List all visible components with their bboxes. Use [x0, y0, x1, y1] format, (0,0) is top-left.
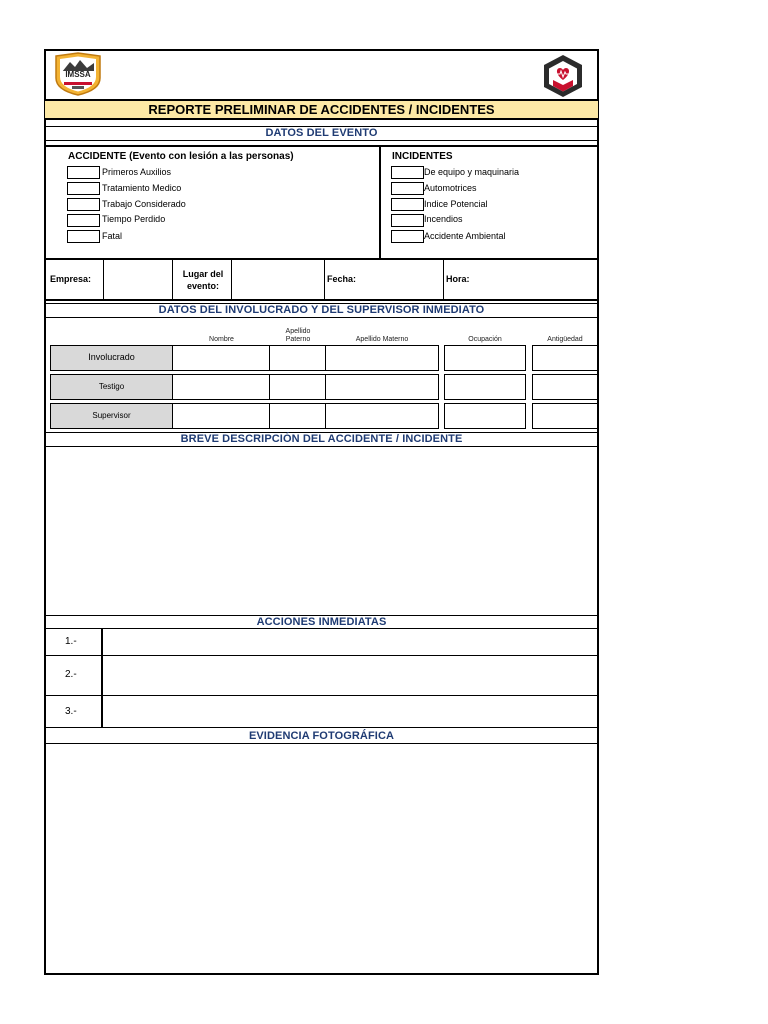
- nombre-field[interactable]: [172, 403, 270, 429]
- checkbox-fatal[interactable]: [67, 230, 100, 243]
- section-heading-descripcion: BREVE DESCRIPCIÓN DEL ACCIDENTE / INCIDENTE: [180, 433, 463, 445]
- hora-label: Hora:: [446, 274, 470, 284]
- apellido-paterno-field[interactable]: [269, 374, 326, 400]
- checkbox-equipo-maquinaria[interactable]: [391, 166, 424, 179]
- antiguedad-field[interactable]: [532, 374, 598, 400]
- antiguedad-field[interactable]: [532, 345, 598, 371]
- role-supervisor: Supervisor: [50, 403, 173, 429]
- section-heading-datos-evento: DATOS DEL EVENTO: [265, 127, 378, 139]
- checkbox-primeros-auxilios[interactable]: [67, 166, 100, 179]
- accion-2-field[interactable]: [103, 657, 597, 694]
- lugar-field[interactable]: [232, 260, 323, 299]
- incidente-item-label: Incendios: [424, 214, 463, 224]
- safety-heart-logo: [539, 53, 587, 99]
- checkbox-tiempo-perdido[interactable]: [67, 214, 100, 227]
- apellido-materno-field[interactable]: [325, 345, 439, 371]
- incidentes-title: INCIDENTES: [392, 151, 453, 162]
- nombre-field[interactable]: [172, 374, 270, 400]
- evidencia-photo-area[interactable]: [46, 745, 597, 973]
- incidente-item-label: Indice Potencial: [424, 199, 488, 209]
- section-heading-acciones: ACCIONES INMEDIATAS: [256, 616, 387, 628]
- column-header-apellido-materno: Apellido Materno: [355, 336, 409, 343]
- accidente-item-label: Trabajo Considerado: [102, 199, 186, 209]
- checkbox-accidente-ambiental[interactable]: [391, 230, 424, 243]
- checkbox-trabajo-considerado[interactable]: [67, 198, 100, 211]
- apellido-materno-field[interactable]: [325, 403, 439, 429]
- checkbox-indice-potencial[interactable]: [391, 198, 424, 211]
- section-heading-involucrado: DATOS DEL INVOLUCRADO Y DEL SUPERVISOR INMEDIATO: [158, 304, 485, 316]
- accidente-item-label: Tiempo Perdido: [102, 214, 166, 224]
- ocupacion-field[interactable]: [444, 403, 526, 429]
- empresa-field[interactable]: [104, 260, 171, 299]
- apellido-materno-field[interactable]: [325, 374, 439, 400]
- accion-number: 1.-: [65, 636, 77, 647]
- checkbox-automotrices[interactable]: [391, 182, 424, 195]
- incidente-item-label: Automotrices: [424, 183, 477, 193]
- column-header-ocupacion: Ocupación: [468, 336, 502, 343]
- hora-field[interactable]: [475, 260, 597, 299]
- accion-3-field[interactable]: [103, 697, 597, 726]
- incidente-item-label: Accidente Ambiental: [424, 231, 506, 241]
- nombre-field[interactable]: [172, 345, 270, 371]
- apellido-paterno-field[interactable]: [269, 345, 326, 371]
- incidente-item-label: De equipo y maquinaria: [424, 167, 520, 177]
- accidente-item-label: Fatal: [102, 231, 123, 241]
- apellido-paterno-field[interactable]: [269, 403, 326, 429]
- logo-text: IMSSA: [65, 70, 91, 79]
- checkbox-incendios[interactable]: [391, 214, 424, 227]
- section-heading-evidencia: EVIDENCIA FOTOGRÁFICA: [248, 730, 395, 742]
- report-title: REPORTE PRELIMINAR DE ACCIDENTES / INCIDENTES: [45, 99, 598, 120]
- antiguedad-field[interactable]: [532, 403, 598, 429]
- accion-number: 3.-: [65, 706, 77, 717]
- role-involucrado: Involucrado: [50, 345, 173, 371]
- checkbox-tratamiento-medico[interactable]: [67, 182, 100, 195]
- ocupacion-field[interactable]: [444, 374, 526, 400]
- column-header-antiguedad: Antigüedad: [547, 336, 583, 343]
- role-testigo: Testigo: [50, 374, 173, 400]
- lugar-label: Lugar del evento:: [182, 269, 224, 291]
- descripcion-textarea[interactable]: [46, 448, 597, 614]
- ocupacion-field[interactable]: [444, 345, 526, 371]
- accion-1-field[interactable]: [103, 630, 597, 654]
- accion-number: 2.-: [65, 669, 77, 680]
- column-header-apellido-paterno: Apellido Paterno: [285, 328, 311, 343]
- accidente-item-label: Primeros Auxilios: [102, 167, 172, 177]
- column-header-nombre: Nombre: [209, 336, 234, 343]
- imssa-logo: [52, 52, 104, 96]
- accidente-title: ACCIDENTE (Evento con lesión a las personas): [68, 151, 294, 162]
- fecha-label: Fecha:: [327, 274, 357, 284]
- empresa-label: Empresa:: [50, 274, 92, 284]
- fecha-field[interactable]: [362, 260, 442, 299]
- accidente-item-label: Tratamiento Medico: [102, 183, 182, 193]
